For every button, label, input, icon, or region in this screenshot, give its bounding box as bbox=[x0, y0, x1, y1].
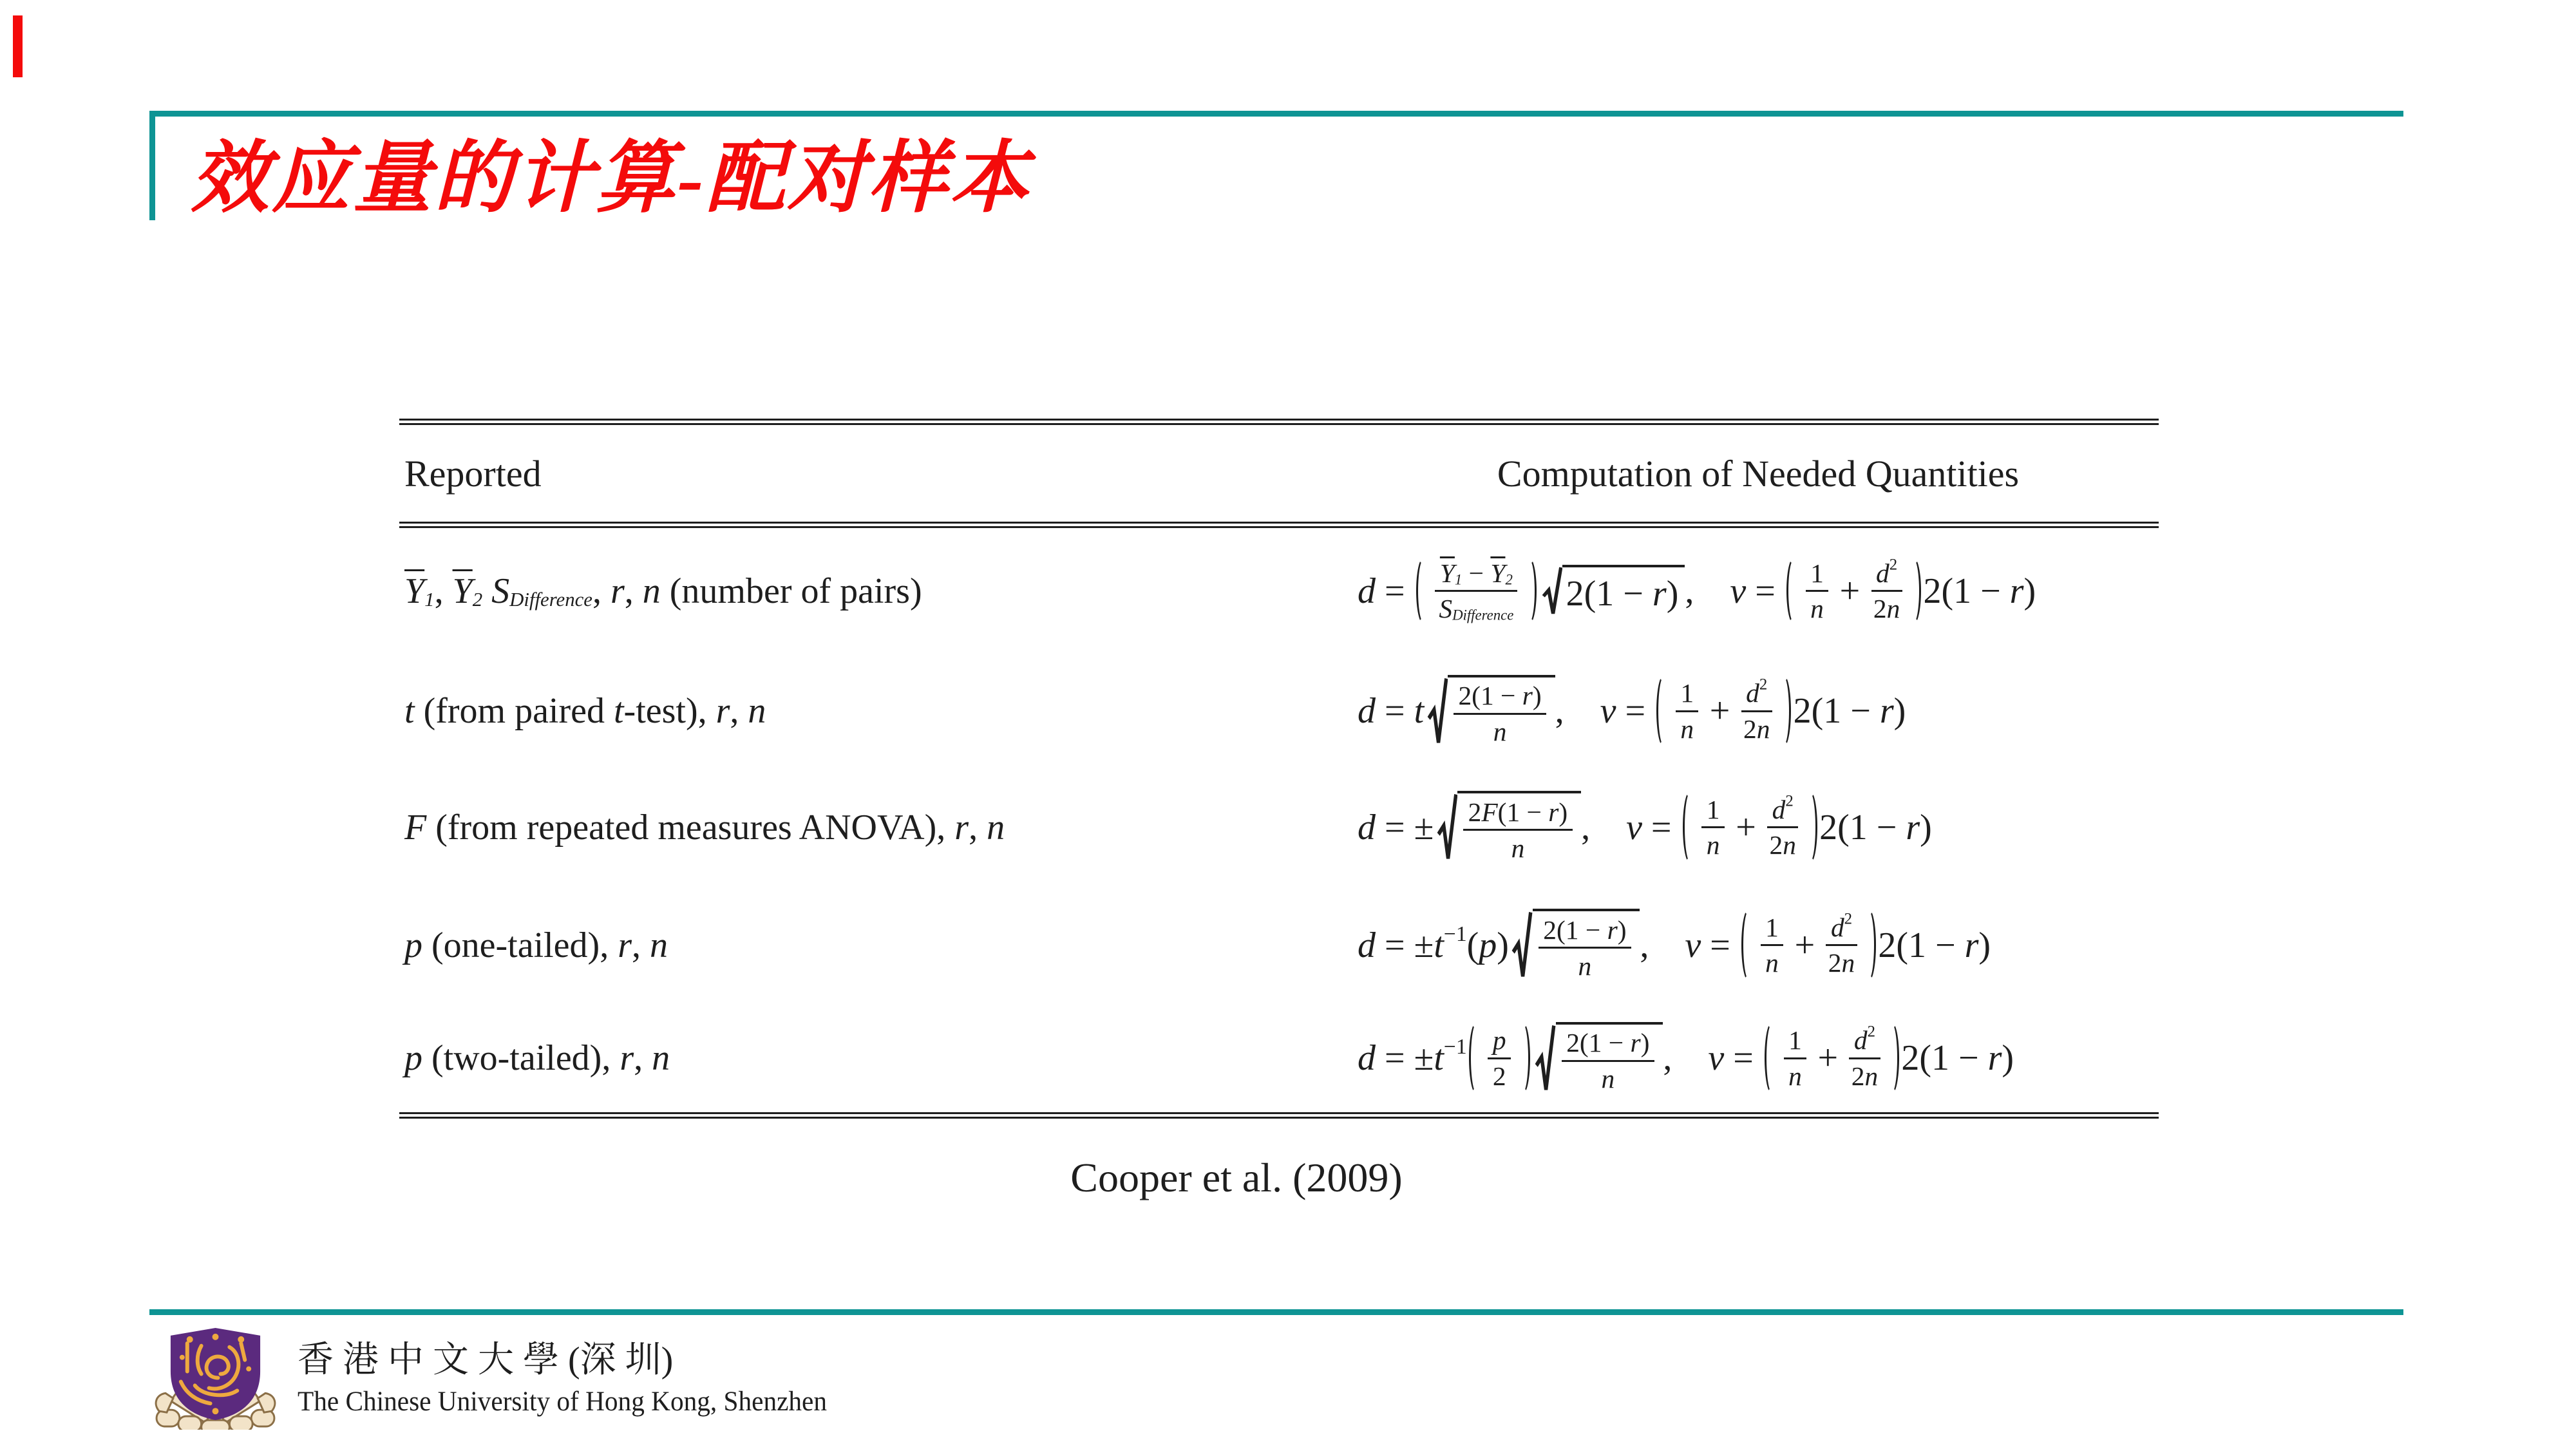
table-row bbox=[399, 768, 2159, 886]
red-corner-mark bbox=[13, 15, 23, 77]
table-row bbox=[399, 528, 2159, 654]
effect-size-table bbox=[399, 419, 2159, 1119]
column-header-computation: Computation of Needed Quantities bbox=[1497, 452, 2020, 495]
row-formula: d = ± t −1 $\frac{p}{2}$ 2(1 − r ) n , v = $\frac{1}{n}$ + d 2 2 n 2(1 − r ) bbox=[1358, 1023, 2014, 1094]
table-row bbox=[399, 886, 2159, 1004]
row-label: p (two-tailed), r , n bbox=[404, 1038, 670, 1078]
row-formula: d = ± t −1 ( p ) 2(1 − r ) n , v = $\frac{1}{n}$ + d 2 2 n 2(1 − r ) bbox=[1358, 910, 1991, 981]
table-body bbox=[399, 528, 2159, 1112]
top-accent-line bbox=[149, 111, 2403, 117]
cuhk-emblem-logo bbox=[150, 1324, 281, 1430]
table-header-row bbox=[399, 425, 2159, 528]
university-name-chinese: 香 港 中 文 大 學 (深 圳) bbox=[298, 1340, 674, 1380]
row-formula: d = ± 2 F (1 − r ) n , v = $\frac{1}{n}$ + d 2 2 n 2(1 − r ) bbox=[1358, 792, 1932, 863]
row-label: F (from repeated measures ANOVA), r , n bbox=[404, 807, 1005, 848]
citation: Cooper et al. (2009) bbox=[1070, 1155, 1403, 1200]
footer bbox=[150, 1324, 849, 1430]
table-row bbox=[399, 654, 2159, 768]
table-row bbox=[399, 1004, 2159, 1112]
row-formula: d = t 2(1 − r ) n , v = $\frac{1}{n}$ + d 2 2 n 2(1 − r ) bbox=[1358, 676, 1906, 747]
row-label: t (from paired t -test), r , n bbox=[404, 691, 766, 731]
title-accent-line bbox=[149, 111, 155, 220]
row-formula: d = $\overline{Y}$ 1 − $\overline{Y}$ 2 S Difference 2(1 − r ) , v = $\frac{1}{n}$ + d 2 2 n 2(1 − r ) bbox=[1358, 556, 2036, 624]
slide-title: 效应量的计算-配对样本 bbox=[191, 135, 1031, 222]
row-label: p (one-tailed), r , n bbox=[404, 925, 668, 965]
bottom-accent-line bbox=[149, 1309, 2403, 1315]
column-header-reported: Reported bbox=[404, 452, 542, 495]
university-name-block bbox=[298, 1324, 849, 1417]
university-name-english: The Chinese University of Hong Kong, Shenzhen bbox=[298, 1386, 828, 1417]
row-label: $\overline{Y}$ 1 , $\overline{Y}$ 2 S Difference , r , n (number of pairs) bbox=[404, 571, 922, 611]
